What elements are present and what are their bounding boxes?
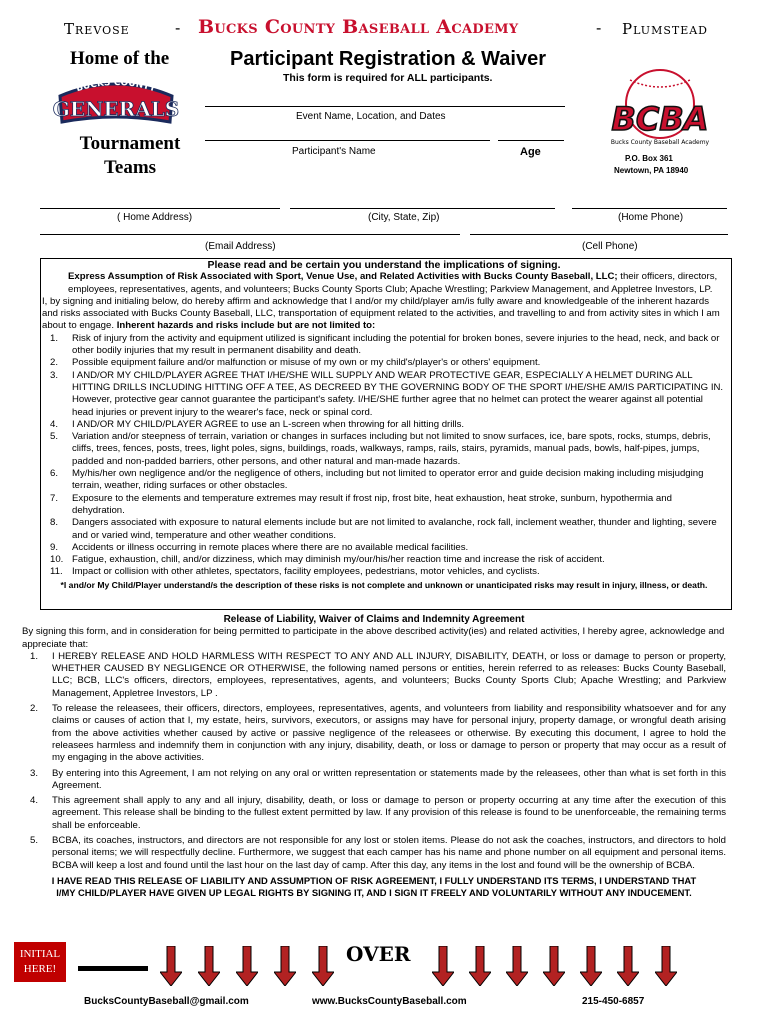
down-arrow-icon (236, 946, 258, 986)
footer-phone: 215-450-6857 (582, 996, 645, 1007)
header-town-left: Trevose (64, 20, 130, 38)
risk-heading: Please read and be certain you understand the implications of signing. (207, 259, 561, 271)
initial-here-badge: INITIAL HERE! (14, 942, 66, 982)
risk-section (42, 259, 726, 591)
down-arrow-icon (469, 946, 491, 986)
list-item: 8. Dangers associated with exposure to natural elements include but are not limited to avalanche, rock fall, inclement weather, thunder and lighting, severe and or varied wind, temperature and other weather conditions. (50, 517, 717, 541)
po-city: Newtown, PA 18940 (614, 166, 689, 175)
email-label: (Email Address) (205, 241, 276, 252)
intro-paragraph (42, 296, 726, 333)
form-title: Participant Registration & Waiver (230, 48, 546, 70)
form-subtitle: This form is required for ALL participants. (283, 72, 493, 84)
city-line[interactable] (290, 208, 555, 209)
release-heading: Release of Liability, Waiver of Claims and Indemnity Agreement (223, 614, 525, 625)
bcba-logo-text: BCBA (611, 100, 709, 138)
down-arrow-icon (160, 946, 182, 986)
down-arrow-icon (506, 946, 528, 986)
home-phone-line[interactable] (572, 208, 727, 209)
initial-line[interactable] (78, 966, 148, 971)
generals-logo (52, 74, 180, 128)
email-line[interactable] (40, 234, 460, 235)
header-dash-right: - (596, 20, 602, 37)
release-list (22, 651, 726, 872)
list-item: 1. Risk of injury from the activity and equipment utilized is significant including the potential for broken bones, severe injuries to the head, neck, and back or other bodily injuries that my result in permanent disability and death. (50, 332, 720, 357)
down-arrow-icon (198, 946, 220, 986)
list-item: 4. I AND/OR MY CHILD/PLAYER AGREE to use an L-screen when throwing for all hitting drills. (50, 418, 465, 430)
cell-phone-label: (Cell Phone) (582, 241, 638, 252)
release-intro: By signing this form, and in consideration for being permitted to participate in the above described activity(ies) and related activities, I hereby agree, acknowledge and appreciate that: (22, 626, 725, 650)
down-arrow-icon (274, 946, 296, 986)
header-dash-left: - (175, 20, 181, 37)
list-item: 3. By entering into this Agreement, I am not relying on any oral or written representation or statements made by the releasees, other than what is set forth in this Agreement. (30, 767, 726, 791)
list-item: 3. I AND/OR MY CHILD/PLAYER AGREE THAT I/HE/SHE WILL SUPPLY AND WEAR PROTECTIVE GEAR, ESPECIALLY A HELMET DURING ALL HITTING DRILLS INCLUDING HITTING OFF A TEE, AS DECREED BY THE GOVERNING BODY OF THE SPORT I/HE/SHE AM/IS PARTICIPATING IN. However, protective gear cannot guarantee the participant's safety. I/HE/SHE further agree that no helmet can protect the wearer against all potential head injuries or prevent injury to the wearer's face, neck or spinal cord. (50, 369, 724, 418)
down-arrow-icon (432, 946, 454, 986)
age-line[interactable] (498, 140, 564, 141)
release-section (22, 614, 726, 900)
risk-list (42, 333, 726, 579)
list-item: 4. This agreement shall apply to any and all injury, disability, death, or loss or damage to person or property occurring at any time after the execution of this agreement. This release shall be binding to the fullest extent permitted by law. If any provision of this release is found to be unenforceable, the remaining terms shall be enforceable. (30, 795, 726, 831)
home-of-text: Home of the (70, 48, 170, 69)
home-phone-label: (Home Phone) (618, 212, 684, 223)
list-item: 10. Fatigue, exhaustion, chill, and/or dizziness, which may diminish my/our/his/her reaction time and increase the risk of accident. (50, 554, 605, 566)
intro-text: I, by signing and initialing below, do hereby affirm and acknowledge that I and/or my child/player am/is fully aware and knowledgeable of the inherent hazards and risks associated with Bucks County Baseball, LLC, transportation of equipment related to the activities, and travelling to and from activity sites in which I am about to engage. (42, 295, 720, 332)
list-item: 2. Possible equipment failure and/or malfunction or misuse of my own or my child's/player's or others' equipment. (50, 357, 541, 369)
home-address-label: ( Home Address) (117, 212, 193, 223)
down-arrow-icon (580, 946, 602, 986)
participant-name-line[interactable] (205, 140, 490, 141)
intro-bold: Inherent hazards and risks include but are not limited to: (114, 320, 376, 332)
cell-phone-line[interactable] (470, 234, 728, 235)
participant-name-label: Participant's Name (292, 146, 376, 157)
risk-footnote: *I and/or My Child/Player understand/s the description of these risks is not complete and unknown or unanticipated risks may result in injury, illness, or death. (60, 579, 708, 590)
express-paragraph (42, 271, 726, 296)
down-arrow-icon (655, 946, 677, 986)
express-bold: Express Assumption of Risk Associated with Sport, Venue Use, and Related Activities with Bucks County Baseball, LLC; (68, 271, 618, 283)
list-item: 5. BCBA, its coaches, instructors, and directors are not responsible for any lost or stolen items. Please do not ask the coaches, instructors, and directors to hold personal items; we will respectfully decline. Furthermore, we suggest that each camper has his name and phone number on all equipment and personal items. BCBA will keep a lost and found until the last hour on the last day of camp. After this day, any items in the lost and found will be the ownership of BCBA. (30, 835, 726, 871)
release-closing: I HAVE READ THIS RELEASE OF LIABILITY AND ASSUMPTION OF RISK AGREEMENT, I FULLY UNDERSTAND ITS TERMS, I UNDERSTAND THAT I/MY CHILD/PLAYER HAVE GIVEN UP LEGAL RIGHTS BY SIGNING IT, AND I SIGN IT FREELY AND VOLUNTARILY WITHOUT ANY INDUCEMENT. (51, 874, 697, 899)
express-rest: their officers, directors, employees, representatives, agents, and volunteers; Bucks County Sports Club; Apache Wrestling; Parkview Management, and Appletree Investors, LP. (68, 271, 718, 295)
footer-email[interactable]: BucksCountyBaseball@gmail.com (84, 996, 249, 1007)
city-label: (City, State, Zip) (368, 212, 440, 223)
down-arrow-icon (312, 946, 334, 986)
down-arrow-icon (543, 946, 565, 986)
age-label: Age (520, 146, 541, 158)
list-item: 2. To release the releasees, their officers, directors, employees, representatives, agents, and volunteers from liability and responsibility whatsoever and for any claims or causes of action that I, my estate, heirs, survivors, executors, or assigns may have for personal injury, property damage, or wrongful death arising from the above activities whether caused by active or passive negligence of the releasees or otherwise. By executing this document, I agree to hold the releasees harmless and indemnify them in conjunction with any injury, disability, death, or loss or damage to person or property that may occur as a result of my engaging in the above activities. (30, 703, 726, 764)
header-town-right: Plumstead (622, 20, 708, 38)
po-box: P.O. Box 361 (625, 154, 673, 163)
down-arrow-icon (617, 946, 639, 986)
list-item: 6. My/his/her own negligence and/or the negligence of others, including but not limited to operator error and guide decision making including misjudging terrain, weather, riding surfaces or other obstacles. (50, 468, 704, 492)
home-address-line[interactable] (40, 208, 280, 209)
tournament-teams-text: Tournament Teams (79, 133, 181, 178)
list-item: 5. Variation and/or steepness of terrain, variation or changes in surfaces including but not limited to snow surfaces, ice, bare spots, rocks, stumps, debris, cliffs, trees, fences, posts, trees, light poles, signs, buildings, roads, walkways, ramps, rails, stairs, pyramids, manual pads, bowls, half-pipes, jumps, padded and non-padded barriers, other persons, and other natural and man-made hazards. (50, 431, 711, 467)
academy-title: Bucks County Baseball Academy (198, 16, 519, 38)
generals-logo-main: GENERALS (52, 97, 180, 121)
generals-logo-top: BUCKS COUNTY (75, 77, 157, 95)
list-item: 1. I HEREBY RELEASE AND HOLD HARMLESS WITH RESPECT TO ANY AND ALL INJURY, DISABILITY, DEATH, or loss or damage to person or property, WHETHER CAUSED BY NEGLIGENCE OR OTHERWISE, the following named persons or entities, herein referred to as releases: Bucks County Baseball, LLC; BCB, LLC's officers, directors, employees, representatives, agents, and volunteers; Bucks County Sports Club; Apache Wrestling; and Parkview Management, Appletree Investors, LP . (30, 650, 726, 699)
bcba-logo (600, 68, 720, 150)
event-label: Event Name, Location, and Dates (296, 111, 446, 122)
bcba-logo-sub: Bucks County Baseball Academy (610, 139, 710, 146)
list-item: 9. Accidents or illness occurring in remote places where there are no available medical facilities. (50, 541, 469, 553)
list-item: 7. Exposure to the elements and temperature extremes may result if frost nip, frost bite, heat exhaustion, heat stroke, sunburn, hypothermia and dehydration. (50, 492, 672, 516)
footer-website[interactable]: www.BucksCountyBaseball.com (312, 996, 467, 1007)
event-line[interactable] (205, 106, 565, 107)
list-item: 11. Impact or collision with other athletes, spectators, facility employees, pedestrians, motor vehicles, and cyclists. (50, 566, 540, 578)
over-text: OVER (346, 942, 411, 966)
